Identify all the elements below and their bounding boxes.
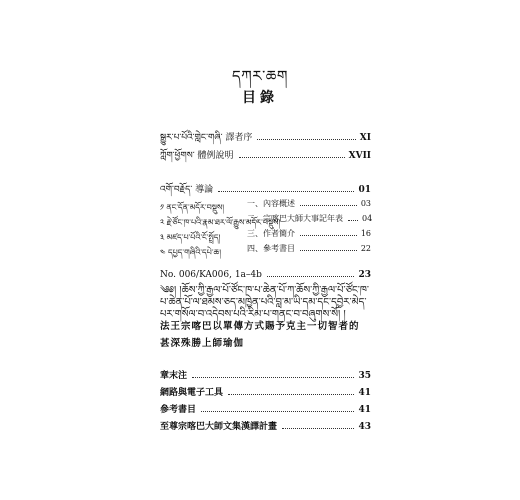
entry-label: 至尊宗喀巴大師文集漢譯計畫	[160, 422, 278, 432]
page-number: 43	[358, 422, 371, 432]
toc-entry-editorial-notes[interactable]	[160, 146, 371, 171]
entry-label: 二、宗喀巴大師大事記年表	[247, 214, 343, 223]
toc-entry-online-tools[interactable]	[160, 385, 371, 398]
entry-label: 網路與電子工具	[160, 388, 224, 398]
intro-item-left-label: ༣ མཛད་པ་པོའི་ངོ་སྤྲོད།	[160, 233, 221, 242]
intro-item-left-label: ༢ རྗེ་ཙོང་ཁ་པའི་རྣམ་ཐར་ལོ་རྒྱུས་མདོར་བསྡུས།	[160, 218, 281, 227]
intro-item-left-label: ༡ ནང་དོན་མདོར་བསྡུས།	[160, 203, 225, 212]
page-number: 16	[360, 229, 371, 238]
entry-label: སྒྱུར་པ་པོའི་གླེང་གཞི་ 譯者序	[160, 133, 253, 143]
entry-label: ཀློག་ཕྱོགས་ 體例說明	[160, 151, 234, 161]
page-number: XVII	[348, 151, 371, 161]
page-number: 41	[358, 388, 371, 398]
tibetan-text-title: ༄༅། །ཆོས་ཀྱི་རྒྱལ་པོ་ཙོང་ཁ་པ་ཆེན་པོ་ཀ་ཆོས་ཀྱི་རྒྱལ་པོ་ཙོང་ཁ་པ་ཆེན་པོ་ལ་ཐམས་ཅད་མཁྱེན་པའི་བླ་མ་ཡི་དམ་དང་དབྱེར་མེད་པར་གསོལ་བ་འདེབས་པའི་རིམ་པ་གནང་བ་བཞུགས་སོ། །	[160, 285, 369, 320]
chinese-title-line1: 法王宗喀巴以單傳方式賜予克主一切智者的	[160, 321, 360, 332]
toc-entry-text-006[interactable]	[160, 270, 371, 280]
entry-label: འགོ་བརྗོད་ 導論	[160, 185, 214, 195]
page-number: 35	[358, 371, 371, 381]
leader-dots	[300, 250, 357, 251]
page-number: 23	[358, 270, 371, 280]
entry-label: 四、參考書目	[247, 244, 295, 253]
page-number: XI	[359, 133, 371, 143]
leader-dots	[348, 220, 358, 221]
leader-dots	[201, 411, 354, 412]
leader-dots	[267, 276, 355, 277]
intro-item-tibetan	[160, 243, 250, 266]
leader-dots	[257, 139, 355, 140]
leader-dots	[192, 377, 354, 378]
title-tibetan: དཀར་ཆག	[232, 67, 288, 85]
leader-dots	[300, 205, 357, 206]
toc-entry-intro-2[interactable]	[247, 213, 371, 224]
leader-dots	[282, 428, 354, 429]
entry-label: 三、作者簡介	[247, 229, 295, 238]
entry-label: 參考書目	[160, 405, 197, 415]
chinese-title-line2: 甚深殊勝上師瑜伽	[160, 338, 245, 349]
leader-dots	[300, 235, 357, 236]
page-number: 01	[358, 185, 371, 195]
page-number: 03	[360, 199, 371, 208]
intro-item-left-label: ༤ དཔྱད་གཞིའི་དཔེ་ཆ།	[160, 248, 221, 257]
title-chinese: 目錄	[242, 90, 278, 106]
leader-dots	[239, 157, 345, 158]
entry-label: 一、內容概述	[247, 199, 295, 208]
toc-entry-intro-3[interactable]	[247, 228, 371, 239]
leader-dots	[228, 394, 354, 395]
leader-dots	[218, 191, 354, 192]
toc-entry-translation-project[interactable]	[160, 419, 371, 432]
toc-entry-intro-1[interactable]	[247, 198, 371, 209]
entry-label: No. 006/KA006, 1a–4b	[160, 270, 262, 280]
page-number: 22	[360, 244, 371, 253]
page-number: 04	[362, 214, 373, 223]
entry-label: 章末注	[160, 371, 188, 381]
page-number: 41	[358, 405, 371, 415]
toc-entry-endnotes[interactable]	[160, 368, 371, 381]
toc-entry-intro-4[interactable]	[247, 243, 371, 254]
toc-entry-bibliography[interactable]	[160, 402, 371, 415]
